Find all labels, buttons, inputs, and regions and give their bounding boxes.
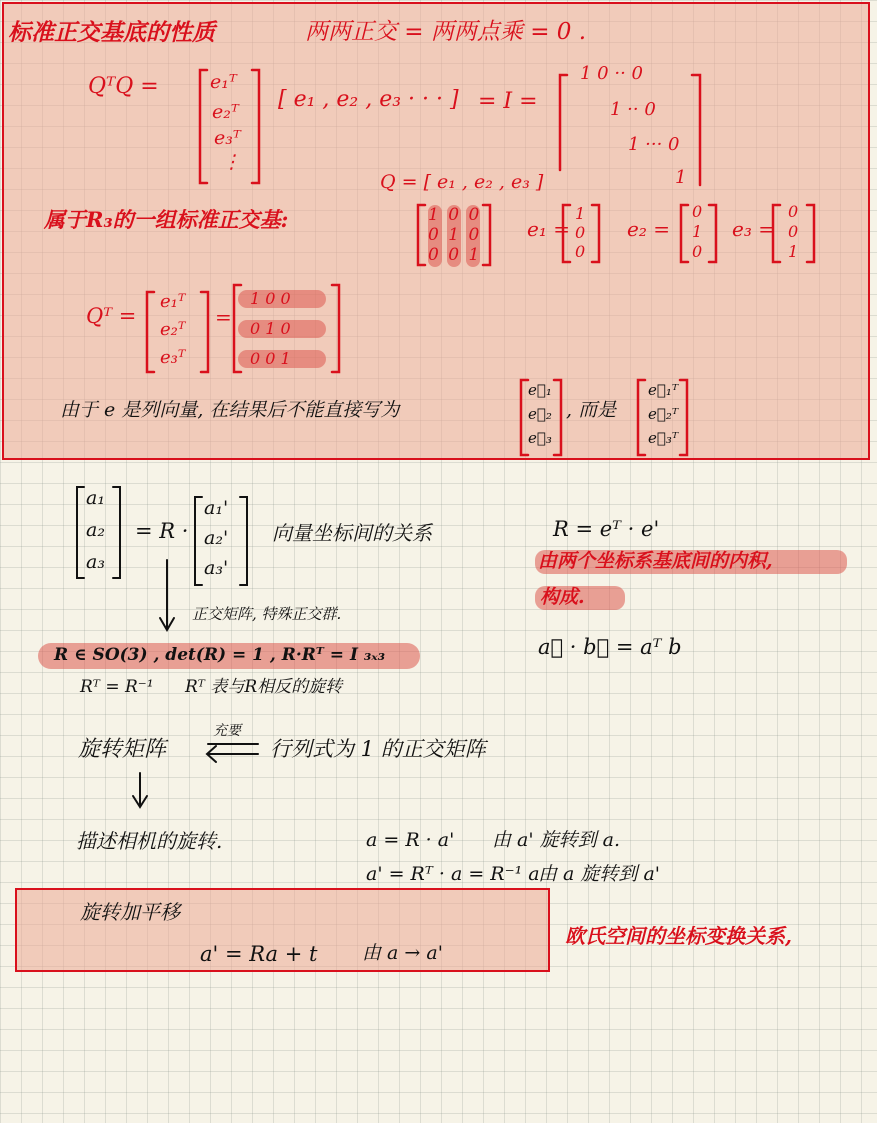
section-title: 标准正交基底的性质 (8, 19, 215, 46)
e3-val-1: 0 (788, 202, 799, 221)
e2-val-1: 0 (692, 202, 703, 221)
note-t-2: e⃗₂ᵀ (648, 405, 679, 423)
bottom-formula: a' = Ra + t (200, 942, 318, 966)
qt-col-3: e₃ᵀ (160, 347, 186, 368)
note-t-1: e⃗₁ᵀ (648, 381, 679, 399)
bottom-mapping: 由 a → a' (362, 942, 443, 964)
a-prime-equation-note: 由 a 旋转到 a' (538, 863, 660, 885)
a-prime-equation: a' = Rᵀ · a = R⁻¹ a (366, 863, 540, 885)
identity-row-4: 1 (675, 167, 687, 188)
equivalence-label: 充要 (213, 723, 241, 739)
orthogonal-note: 正交矩阵, 特殊正交群. (192, 605, 342, 623)
eq-R: = R · (135, 519, 189, 543)
equals-identity: = I = (478, 89, 538, 114)
qt-equals: = (215, 305, 232, 329)
a-prime-vec-2: a₂' (204, 527, 229, 549)
basis-row-2: 0 1 0 (428, 225, 482, 245)
qt-row-1: 1 0 0 (250, 289, 291, 308)
vector-coordinate-relation: 向量坐标间的关系 (272, 521, 432, 545)
note-vec-3: e⃗₃ (528, 429, 552, 447)
r-definition: R = eᵀ · e' (553, 517, 660, 541)
e1-val-2: 0 (575, 223, 586, 242)
det-one-label: 行列式为 1 的正交矩阵 (270, 737, 486, 761)
a-prime-vec-3: a₃' (204, 557, 229, 579)
identity-row-2: 1 ·· 0 (610, 99, 656, 120)
e2-label: e₂ = (627, 217, 670, 241)
so3-definition: R ∈ SO(3) , det(R) = 1 , R·Rᵀ = I ₃ₓ₃ (54, 645, 386, 665)
e3-val-2: 0 (788, 222, 799, 241)
bottom-title: 旋转加平移 (80, 900, 180, 924)
e3-val-3: 1 (788, 242, 799, 261)
rotation-matrix-label: 旋转矩阵 (78, 737, 167, 762)
note-mid: , 而是 (566, 399, 617, 421)
basis-row-3: 0 0 1 (428, 245, 482, 265)
identity-row-1: 1 0 ·· 0 (580, 63, 643, 84)
col-et-1: e₁ᵀ (210, 71, 237, 93)
e1-label: e₁ = (527, 217, 570, 241)
r3-basis-label: 属于R₃的一组标准正交基: (44, 207, 289, 232)
a-vec-2: a₂ (86, 519, 105, 541)
e1-val-3: 0 (575, 242, 586, 261)
col-et-3: e₃ᵀ (214, 127, 241, 149)
basis-row-1: 1 0 0 (428, 205, 482, 225)
qt-row-2: 0 1 0 (250, 319, 291, 338)
identity-row-3: 1 ··· 0 (628, 134, 680, 155)
title-tail: 两两正交 = 两两点乘 = 0 . (305, 19, 587, 45)
q-definition: Q = [ e₁ , e₂ , e₃ ] (380, 171, 544, 193)
qt-label: Qᵀ = (86, 304, 137, 328)
col-et-2: e₂ᵀ (212, 101, 239, 123)
note-vec-2: e⃗₂ (528, 405, 552, 423)
col-dots: ⋮ (222, 151, 241, 173)
dot-product-rule: a⃗ · b⃗ = aᵀ b (538, 635, 682, 659)
e3-label: e₃ = (732, 217, 775, 241)
e2-val-2: 1 (692, 222, 703, 241)
note-vec-1: e⃗₁ (528, 381, 552, 399)
row-vector: [ e₁ , e₂ , e₃ · · · ] (278, 87, 459, 112)
a-prime-vec-1: a₁' (204, 497, 229, 519)
qt-col-2: e₂ᵀ (160, 319, 186, 340)
column-vector-note: 由于 e 是列向量, 在结果后不能直接写为 (60, 399, 400, 421)
qtq-label: QᵀQ = (88, 74, 159, 99)
qt-col-1: e₁ᵀ (160, 291, 186, 312)
rt-inverse-note: Rᵀ 表与R相反的旋转 (185, 677, 343, 697)
rt-inverse: Rᵀ = R⁻¹ (80, 677, 154, 697)
describe-camera: 描述相机的旋转. (76, 829, 223, 853)
a-vec-3: a₃ (86, 551, 105, 573)
e1-val-1: 1 (575, 204, 586, 223)
a-equation-note: 由 a' 旋转到 a. (492, 829, 621, 851)
qt-row-3: 0 0 1 (250, 349, 291, 368)
a-equation: a = R · a' (366, 829, 455, 851)
euclidean-note: 欧氏空间的坐标变换关系, (565, 924, 792, 948)
a-vec-1: a₁ (86, 487, 105, 509)
e2-val-3: 0 (692, 242, 703, 261)
red-note-line-2: 构成. (540, 586, 585, 608)
red-note-line-1: 由两个坐标系基底间的内积, (538, 550, 773, 572)
note-t-3: e⃗₃ᵀ (648, 429, 679, 447)
